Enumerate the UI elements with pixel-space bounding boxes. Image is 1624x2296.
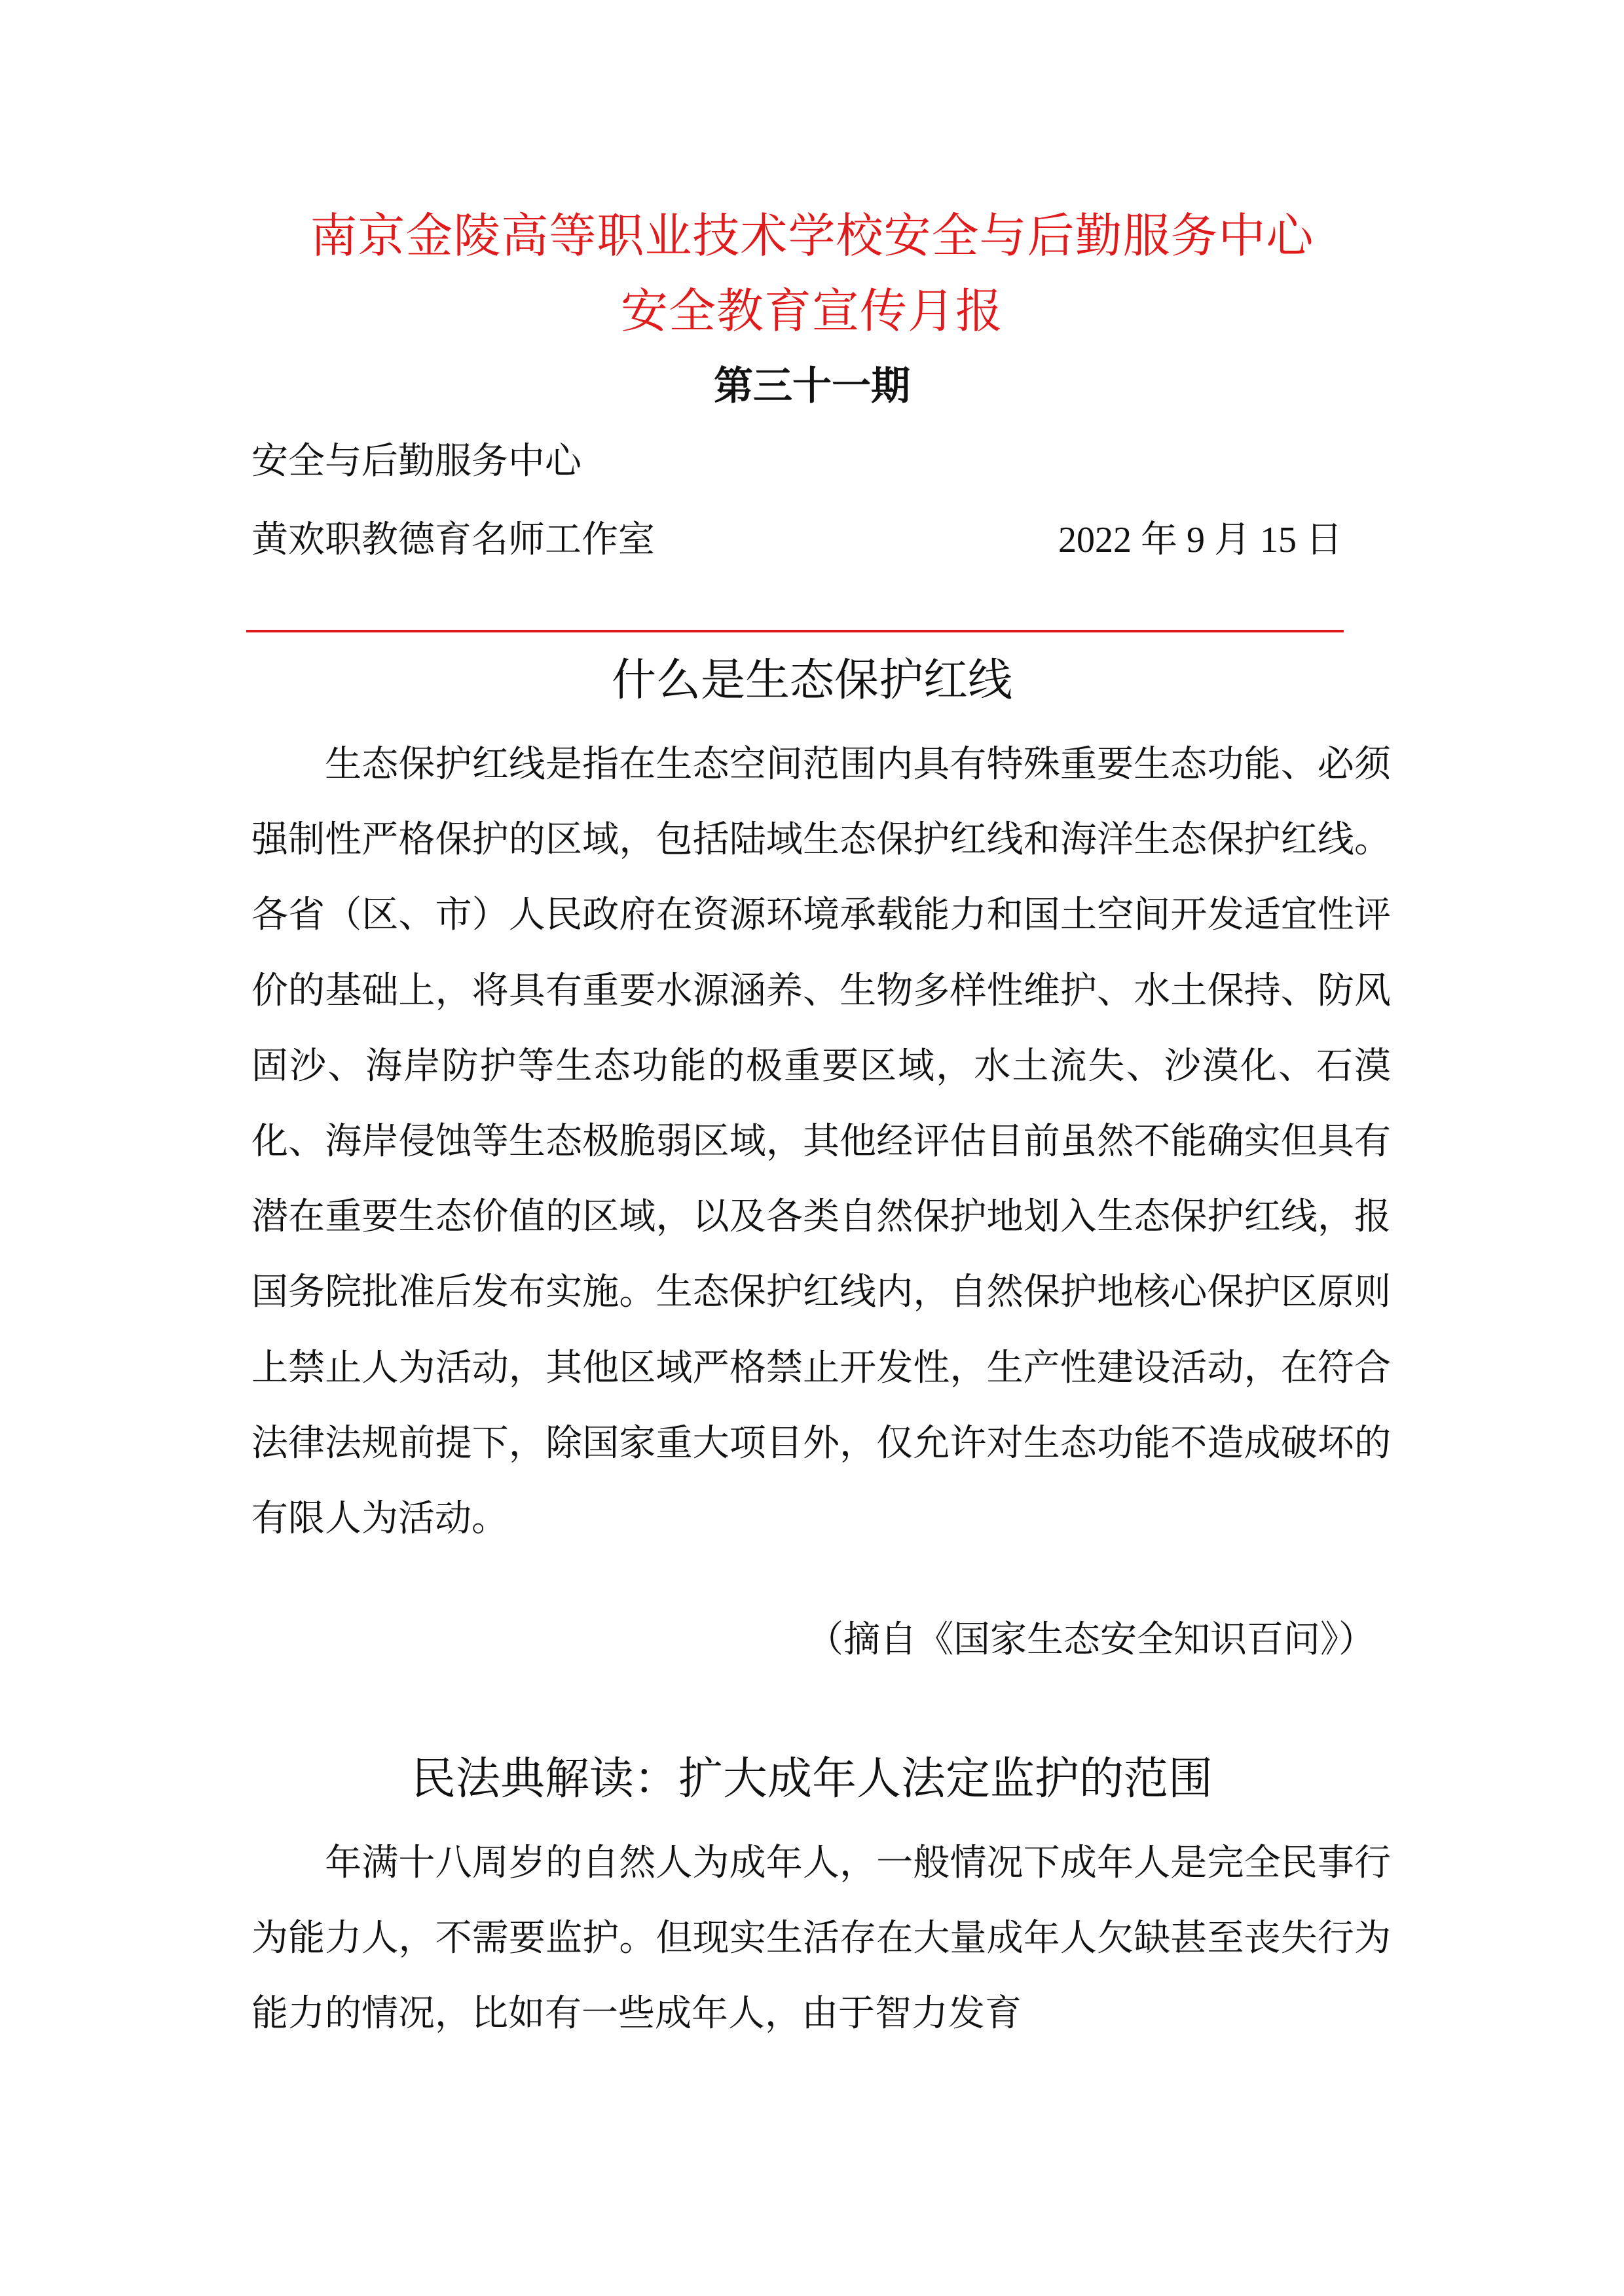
organization-name: 安全与后勤服务中心 [251,440,581,483]
header-divider [246,630,1344,632]
document-title-line1: 南京金陵高等职业技术学校安全与后勤服务中心 [310,208,1314,263]
section2-body [251,1825,1391,2052]
publish-date: 2022 年 9 月 15 日 [1058,520,1342,560]
section1-body-text: 生态保护红线是指在生态空间范围内具有特殊重要生态功能、必须强制性严格保护的区域，包括陆域生态保护红线和海洋生态保护红线。各省（区、市）人民政府在资源环境承载能力和国土空间开发适宜性评价的基础上，将具有重要水源涵养、生物多样性维护、水土保持、防风固沙、海岸防护等生态功能的极重要区域，水土流失、沙漠化、石漠化、海岸侵蚀等生态极脆弱区域，其他经评估目前虽然不能确实但具有潜在重要生态价值的区域，以及各类自然保护地划入生态保护红线，报国务院批准后发布实施。生态保护红线内，自然保护地核心保护区原则上禁止人为活动，其他区域严格禁止开发性，生产性建设活动，在符合法律法规前提下，除国家重大项目外，仅允许对生态功能不造成破坏的有限人为活动。 [251,743,1391,1540]
section2-body-text: 年满十八周岁的自然人为成年人，一般情况下成年人是完全民事行为能力人，不需要监护。但现实生活存在大量成年人欠缺甚至丧失行为能力的情况，比如有一些成年人，由于智力发育 [251,1842,1391,2035]
section1-source-citation: （摘自《国家生态安全知识百问》） [807,1618,1375,1661]
section1-title: 什么是生态保护红线 [611,655,1012,706]
issue-number: 第三十一期 [714,363,910,409]
section1-body [251,727,1391,1556]
document-title-line2: 安全教育宣传月报 [620,283,1003,338]
section2-title: 民法典解读：扩大成年人法定监护的范围 [411,1753,1213,1805]
studio-name: 黄欢职教德育名师工作室 [251,519,655,561]
